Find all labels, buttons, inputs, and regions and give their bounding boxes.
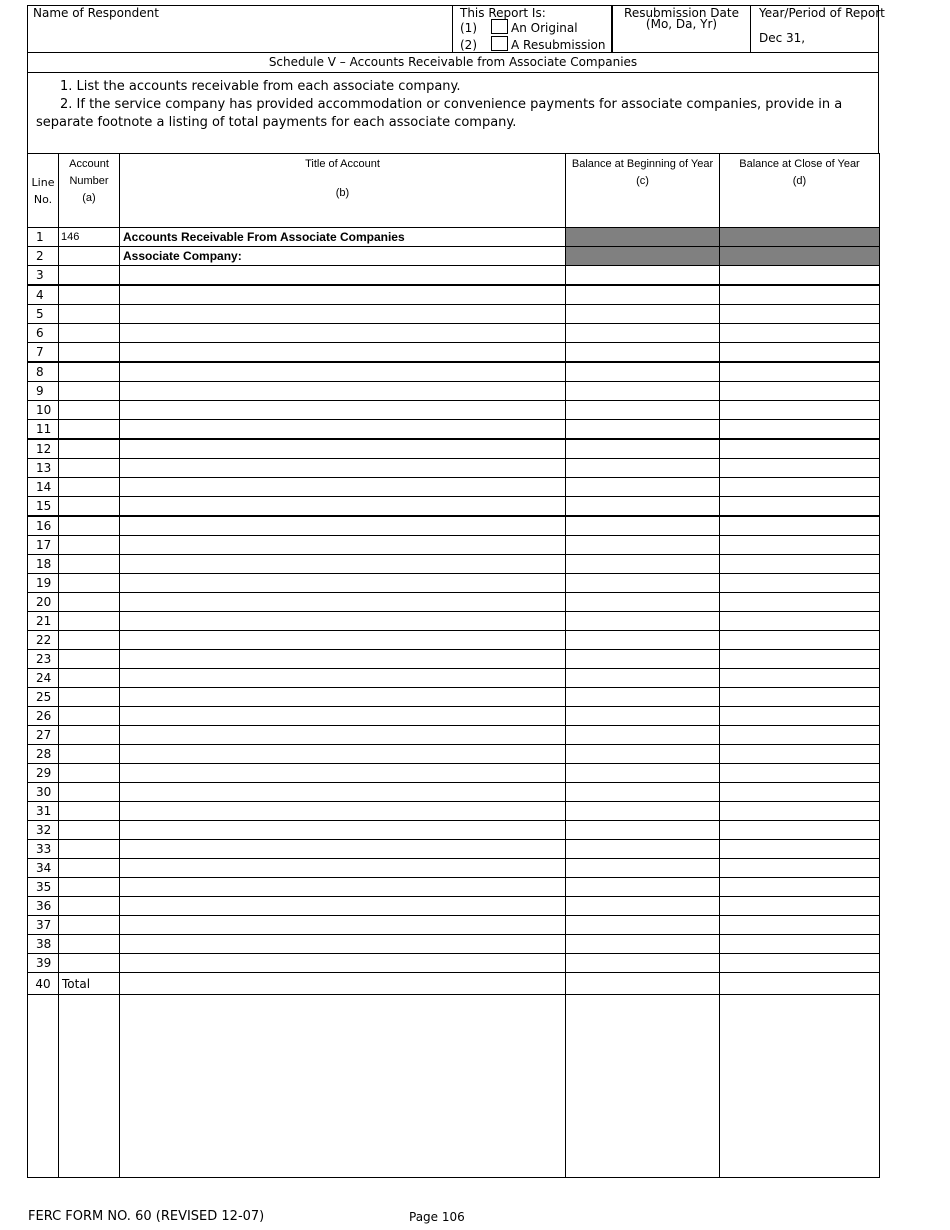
account-title-cell[interactable]	[120, 802, 566, 821]
col-account-header	[59, 154, 120, 228]
total-title-cell	[120, 973, 566, 995]
table-row	[28, 840, 880, 859]
close-balance-cell[interactable]	[720, 439, 880, 459]
close-balance-cell[interactable]	[720, 324, 880, 343]
option2-number: (2)	[460, 38, 477, 52]
col-close-header	[720, 154, 880, 228]
account-number-cell[interactable]	[59, 574, 120, 593]
total-row	[28, 973, 880, 995]
account-title-cell[interactable]: Accounts Receivable From Associate Companies	[120, 228, 566, 247]
begin-balance-cell[interactable]	[566, 650, 720, 669]
accounts-table	[27, 153, 880, 1178]
begin-balance-cell[interactable]	[566, 266, 720, 286]
account-title-cell[interactable]	[120, 382, 566, 401]
account-title-cell[interactable]	[120, 688, 566, 707]
begin-balance-cell[interactable]	[566, 821, 720, 840]
table-row	[28, 783, 880, 802]
option2-label: A Resubmission	[511, 38, 606, 52]
line-number: 5	[28, 305, 59, 324]
account-title-cell[interactable]	[120, 343, 566, 363]
table-row	[28, 420, 880, 440]
table-row	[28, 555, 880, 574]
col-account-code: (a)	[82, 192, 96, 204]
begin-balance-cell[interactable]	[566, 764, 720, 783]
account-number-cell[interactable]	[59, 688, 120, 707]
begin-balance-cell[interactable]	[566, 669, 720, 688]
begin-balance-cell[interactable]	[566, 574, 720, 593]
account-number-cell[interactable]	[59, 821, 120, 840]
line-number: 34	[28, 859, 59, 878]
line-number: 4	[28, 285, 59, 305]
account-number-cell[interactable]	[59, 631, 120, 650]
table-row	[28, 247, 880, 266]
begin-balance-cell[interactable]	[566, 362, 720, 382]
line-number: 7	[28, 343, 59, 363]
account-number-cell[interactable]	[59, 382, 120, 401]
blank-cell	[566, 995, 720, 1178]
close-balance-cell[interactable]	[720, 707, 880, 726]
close-balance-cell[interactable]	[720, 764, 880, 783]
line-number: 9	[28, 382, 59, 401]
instruction-1: 1. List the accounts receivable from each associate company.	[60, 79, 461, 94]
instructions	[27, 72, 879, 154]
line-number: 37	[28, 916, 59, 935]
account-number-cell[interactable]	[59, 420, 120, 440]
account-number-cell[interactable]	[59, 439, 120, 459]
begin-balance-cell[interactable]	[566, 612, 720, 631]
account-title-cell[interactable]	[120, 478, 566, 497]
close-balance-cell[interactable]	[720, 516, 880, 536]
report-header	[27, 5, 885, 53]
line-number: 33	[28, 840, 59, 859]
close-balance-cell[interactable]	[720, 745, 880, 764]
table-row	[28, 228, 880, 247]
account-title-cell[interactable]	[120, 305, 566, 324]
begin-balance-cell[interactable]	[566, 954, 720, 973]
account-title-cell[interactable]	[120, 285, 566, 305]
begin-balance-cell[interactable]	[566, 382, 720, 401]
year-period-value: Dec 31,	[759, 31, 806, 45]
line-number: 26	[28, 707, 59, 726]
begin-balance-cell[interactable]	[566, 285, 720, 305]
line-number: 22	[28, 631, 59, 650]
account-title-cell[interactable]	[120, 362, 566, 382]
total-label: Total	[59, 973, 120, 995]
account-number-cell[interactable]	[59, 401, 120, 420]
account-title-cell[interactable]	[120, 631, 566, 650]
account-title-cell[interactable]	[120, 439, 566, 459]
account-number-cell[interactable]	[59, 859, 120, 878]
close-balance-cell[interactable]	[720, 897, 880, 916]
account-title-cell[interactable]	[120, 536, 566, 555]
account-number-cell[interactable]	[59, 840, 120, 859]
begin-balance-cell-shaded	[566, 247, 720, 266]
line-number: 29	[28, 764, 59, 783]
close-balance-cell[interactable]	[720, 574, 880, 593]
account-number-cell[interactable]	[59, 612, 120, 631]
total-close-cell[interactable]	[720, 973, 880, 995]
blank-cell	[720, 995, 880, 1178]
col-close-code: (d)	[792, 175, 807, 187]
form-identifier: FERC FORM NO. 60 (REVISED 12-07)	[28, 1209, 265, 1224]
begin-balance-cell[interactable]	[566, 593, 720, 612]
begin-balance-cell[interactable]	[566, 935, 720, 954]
close-balance-cell[interactable]	[720, 555, 880, 574]
report-type-cell	[452, 6, 611, 52]
account-number-cell[interactable]	[59, 593, 120, 612]
close-balance-cell[interactable]	[720, 362, 880, 382]
table-row	[28, 362, 880, 382]
resubmission-date-cell[interactable]	[611, 6, 750, 52]
account-title-cell[interactable]	[120, 707, 566, 726]
close-balance-cell[interactable]	[720, 688, 880, 707]
begin-balance-cell[interactable]	[566, 401, 720, 420]
table-row	[28, 439, 880, 459]
table-row	[28, 266, 880, 286]
account-number-cell[interactable]	[59, 878, 120, 897]
close-balance-cell[interactable]	[720, 459, 880, 478]
account-number-cell[interactable]	[59, 536, 120, 555]
account-title-cell[interactable]	[120, 954, 566, 973]
close-balance-cell[interactable]	[720, 266, 880, 286]
line-number: 27	[28, 726, 59, 745]
close-balance-cell[interactable]	[720, 726, 880, 745]
account-title-cell[interactable]	[120, 650, 566, 669]
account-number-cell[interactable]	[59, 247, 120, 266]
table-row	[28, 536, 880, 555]
table-row	[28, 497, 880, 517]
begin-balance-cell[interactable]	[566, 516, 720, 536]
option1-label: An Original	[511, 21, 578, 35]
line-number: 11	[28, 420, 59, 440]
close-balance-cell[interactable]	[720, 401, 880, 420]
close-balance-cell[interactable]	[720, 478, 880, 497]
table-row	[28, 324, 880, 343]
account-number-cell[interactable]	[59, 305, 120, 324]
table-row	[28, 612, 880, 631]
account-title-cell[interactable]	[120, 897, 566, 916]
close-balance-cell[interactable]	[720, 878, 880, 897]
respondent-cell[interactable]	[28, 6, 452, 52]
begin-balance-cell[interactable]	[566, 459, 720, 478]
account-number-cell[interactable]	[59, 707, 120, 726]
table-row	[28, 954, 880, 973]
line-number: 6	[28, 324, 59, 343]
table-row	[28, 935, 880, 954]
account-number-cell[interactable]	[59, 745, 120, 764]
close-balance-cell[interactable]	[720, 631, 880, 650]
blank-area-row	[28, 995, 880, 1178]
report-is-label: This Report Is:	[460, 6, 546, 20]
begin-balance-cell[interactable]	[566, 897, 720, 916]
col-begin-header	[566, 154, 720, 228]
account-title-cell[interactable]: Associate Company:	[120, 247, 566, 266]
begin-balance-cell[interactable]	[566, 497, 720, 517]
close-balance-cell[interactable]	[720, 802, 880, 821]
table-row	[28, 821, 880, 840]
begin-balance-cell[interactable]	[566, 726, 720, 745]
account-number-cell[interactable]	[59, 669, 120, 688]
table-row	[28, 897, 880, 916]
account-title-cell[interactable]	[120, 878, 566, 897]
account-number-cell[interactable]	[59, 783, 120, 802]
line-number: 1	[28, 228, 59, 247]
account-number-cell[interactable]	[59, 650, 120, 669]
line-number: 25	[28, 688, 59, 707]
account-number-cell[interactable]	[59, 497, 120, 517]
col-line-header	[28, 154, 59, 228]
instruction-2: 2. If the service company has provided accommodation or convenience payments for associate companies, provide in a separate footnote a listing of total payments for each associate company.	[36, 97, 843, 130]
table-row	[28, 859, 880, 878]
begin-balance-cell[interactable]	[566, 707, 720, 726]
account-number-cell[interactable]	[59, 459, 120, 478]
close-balance-cell[interactable]	[720, 497, 880, 517]
close-balance-cell[interactable]	[720, 382, 880, 401]
line-number: 2	[28, 247, 59, 266]
table-row	[28, 574, 880, 593]
account-number-cell[interactable]	[59, 726, 120, 745]
account-title-cell[interactable]	[120, 401, 566, 420]
line-number: 31	[28, 802, 59, 821]
total-line-number: 40	[28, 973, 59, 995]
close-balance-cell[interactable]	[720, 305, 880, 324]
blank-cell	[59, 995, 120, 1178]
line-number: 36	[28, 897, 59, 916]
table-row	[28, 343, 880, 363]
table-row	[28, 593, 880, 612]
account-title-cell[interactable]	[120, 726, 566, 745]
account-title-cell[interactable]	[120, 612, 566, 631]
option-original	[460, 19, 578, 35]
close-balance-cell[interactable]	[720, 783, 880, 802]
begin-balance-cell[interactable]	[566, 859, 720, 878]
blank-cell	[28, 995, 59, 1178]
account-title-cell[interactable]	[120, 916, 566, 935]
begin-balance-cell[interactable]	[566, 745, 720, 764]
table-row	[28, 459, 880, 478]
close-balance-cell[interactable]	[720, 536, 880, 555]
col-line-label: Line No.	[31, 175, 55, 206]
col-title-code: (b)	[335, 187, 350, 199]
page-number: Page 106	[409, 1210, 465, 1224]
account-number-cell[interactable]	[59, 555, 120, 574]
line-number: 16	[28, 516, 59, 536]
line-number: 30	[28, 783, 59, 802]
account-title-cell[interactable]	[120, 840, 566, 859]
option-resubmission	[460, 36, 606, 52]
table-row	[28, 650, 880, 669]
line-number: 32	[28, 821, 59, 840]
table-row	[28, 745, 880, 764]
begin-balance-cell-shaded	[566, 228, 720, 247]
table-row	[28, 478, 880, 497]
table-row	[28, 707, 880, 726]
account-number-cell[interactable]	[59, 935, 120, 954]
option1-number: (1)	[460, 21, 477, 35]
respondent-label: Name of Respondent	[33, 6, 159, 20]
account-number-cell[interactable]	[59, 916, 120, 935]
line-number: 28	[28, 745, 59, 764]
account-number-cell[interactable]	[59, 954, 120, 973]
line-number: 35	[28, 878, 59, 897]
account-number-cell[interactable]	[59, 343, 120, 363]
account-number-cell[interactable]	[59, 897, 120, 916]
line-number: 23	[28, 650, 59, 669]
account-title-cell[interactable]	[120, 821, 566, 840]
begin-balance-cell[interactable]	[566, 840, 720, 859]
account-title-cell[interactable]	[120, 266, 566, 286]
account-title-cell[interactable]	[120, 574, 566, 593]
table-row	[28, 688, 880, 707]
close-balance-cell[interactable]	[720, 840, 880, 859]
table-row	[28, 285, 880, 305]
table-row	[28, 305, 880, 324]
begin-balance-cell[interactable]	[566, 343, 720, 363]
table-header-row	[28, 154, 880, 228]
begin-balance-cell[interactable]	[566, 878, 720, 897]
account-title-cell[interactable]	[120, 555, 566, 574]
resubmission-checkbox[interactable]	[491, 36, 508, 51]
table-row	[28, 916, 880, 935]
table-row	[28, 726, 880, 745]
line-number: 14	[28, 478, 59, 497]
line-number: 20	[28, 593, 59, 612]
line-number: 15	[28, 497, 59, 517]
col-begin-code: (c)	[636, 175, 649, 187]
table-row	[28, 878, 880, 897]
schedule-title: Schedule V – Accounts Receivable from Associate Companies	[27, 52, 879, 73]
close-balance-cell[interactable]	[720, 612, 880, 631]
close-balance-cell[interactable]	[720, 650, 880, 669]
table-row	[28, 764, 880, 783]
table-row	[28, 669, 880, 688]
line-number: 13	[28, 459, 59, 478]
col-title-label: Title of Account	[305, 158, 380, 170]
close-balance-cell[interactable]	[720, 343, 880, 363]
year-period-label: Year/Period of Report	[759, 6, 885, 20]
account-title-cell[interactable]	[120, 764, 566, 783]
account-number-cell[interactable]	[59, 764, 120, 783]
begin-balance-cell[interactable]	[566, 439, 720, 459]
line-number: 38	[28, 935, 59, 954]
account-number-cell[interactable]	[59, 324, 120, 343]
resub-date-label: Resubmission Date	[624, 6, 739, 20]
begin-balance-cell[interactable]	[566, 802, 720, 821]
account-title-cell[interactable]	[120, 420, 566, 440]
begin-balance-cell[interactable]	[566, 324, 720, 343]
account-number-cell[interactable]: 146	[59, 228, 120, 247]
close-balance-cell[interactable]	[720, 669, 880, 688]
close-balance-cell[interactable]	[720, 954, 880, 973]
begin-balance-cell[interactable]	[566, 631, 720, 650]
col-begin-label: Balance at Beginning of Year	[571, 158, 714, 170]
col-account-label: Account Number	[69, 158, 109, 187]
line-number: 24	[28, 669, 59, 688]
col-title-header	[120, 154, 566, 228]
line-number: 19	[28, 574, 59, 593]
line-number: 18	[28, 555, 59, 574]
begin-balance-cell[interactable]	[566, 305, 720, 324]
account-number-cell[interactable]	[59, 802, 120, 821]
close-balance-cell-shaded	[720, 247, 880, 266]
blank-cell	[120, 995, 566, 1178]
close-balance-cell[interactable]	[720, 935, 880, 954]
line-number: 17	[28, 536, 59, 555]
account-title-cell[interactable]	[120, 783, 566, 802]
begin-balance-cell[interactable]	[566, 916, 720, 935]
line-number: 10	[28, 401, 59, 420]
account-title-cell[interactable]	[120, 935, 566, 954]
line-number: 21	[28, 612, 59, 631]
table-row	[28, 382, 880, 401]
account-title-cell[interactable]	[120, 669, 566, 688]
close-balance-cell[interactable]	[720, 916, 880, 935]
close-balance-cell[interactable]	[720, 821, 880, 840]
close-balance-cell[interactable]	[720, 593, 880, 612]
table-row	[28, 401, 880, 420]
account-title-cell[interactable]	[120, 497, 566, 517]
account-number-cell[interactable]	[59, 285, 120, 305]
begin-balance-cell[interactable]	[566, 536, 720, 555]
begin-balance-cell[interactable]	[566, 478, 720, 497]
line-number: 12	[28, 439, 59, 459]
close-balance-cell[interactable]	[720, 420, 880, 440]
account-title-cell[interactable]	[120, 459, 566, 478]
total-begin-cell[interactable]	[566, 973, 720, 995]
table-row	[28, 631, 880, 650]
table-row	[28, 516, 880, 536]
col-close-label: Balance at Close of Year	[739, 158, 860, 170]
begin-balance-cell[interactable]	[566, 688, 720, 707]
begin-balance-cell[interactable]	[566, 420, 720, 440]
begin-balance-cell[interactable]	[566, 555, 720, 574]
table-row	[28, 802, 880, 821]
year-period-cell[interactable]	[750, 6, 885, 52]
close-balance-cell-shaded	[720, 228, 880, 247]
account-title-cell[interactable]	[120, 593, 566, 612]
line-number: 8	[28, 362, 59, 382]
account-title-cell[interactable]	[120, 516, 566, 536]
original-checkbox[interactable]	[491, 19, 508, 34]
line-number: 3	[28, 266, 59, 286]
account-number-cell[interactable]	[59, 266, 120, 286]
close-balance-cell[interactable]	[720, 859, 880, 878]
account-title-cell[interactable]	[120, 324, 566, 343]
begin-balance-cell[interactable]	[566, 783, 720, 802]
close-balance-cell[interactable]	[720, 285, 880, 305]
line-number: 39	[28, 954, 59, 973]
account-number-cell[interactable]	[59, 478, 120, 497]
account-title-cell[interactable]	[120, 859, 566, 878]
account-number-cell[interactable]	[59, 362, 120, 382]
resub-date-format: (Mo, Da, Yr)	[645, 17, 718, 31]
account-number-cell[interactable]	[59, 516, 120, 536]
account-title-cell[interactable]	[120, 745, 566, 764]
